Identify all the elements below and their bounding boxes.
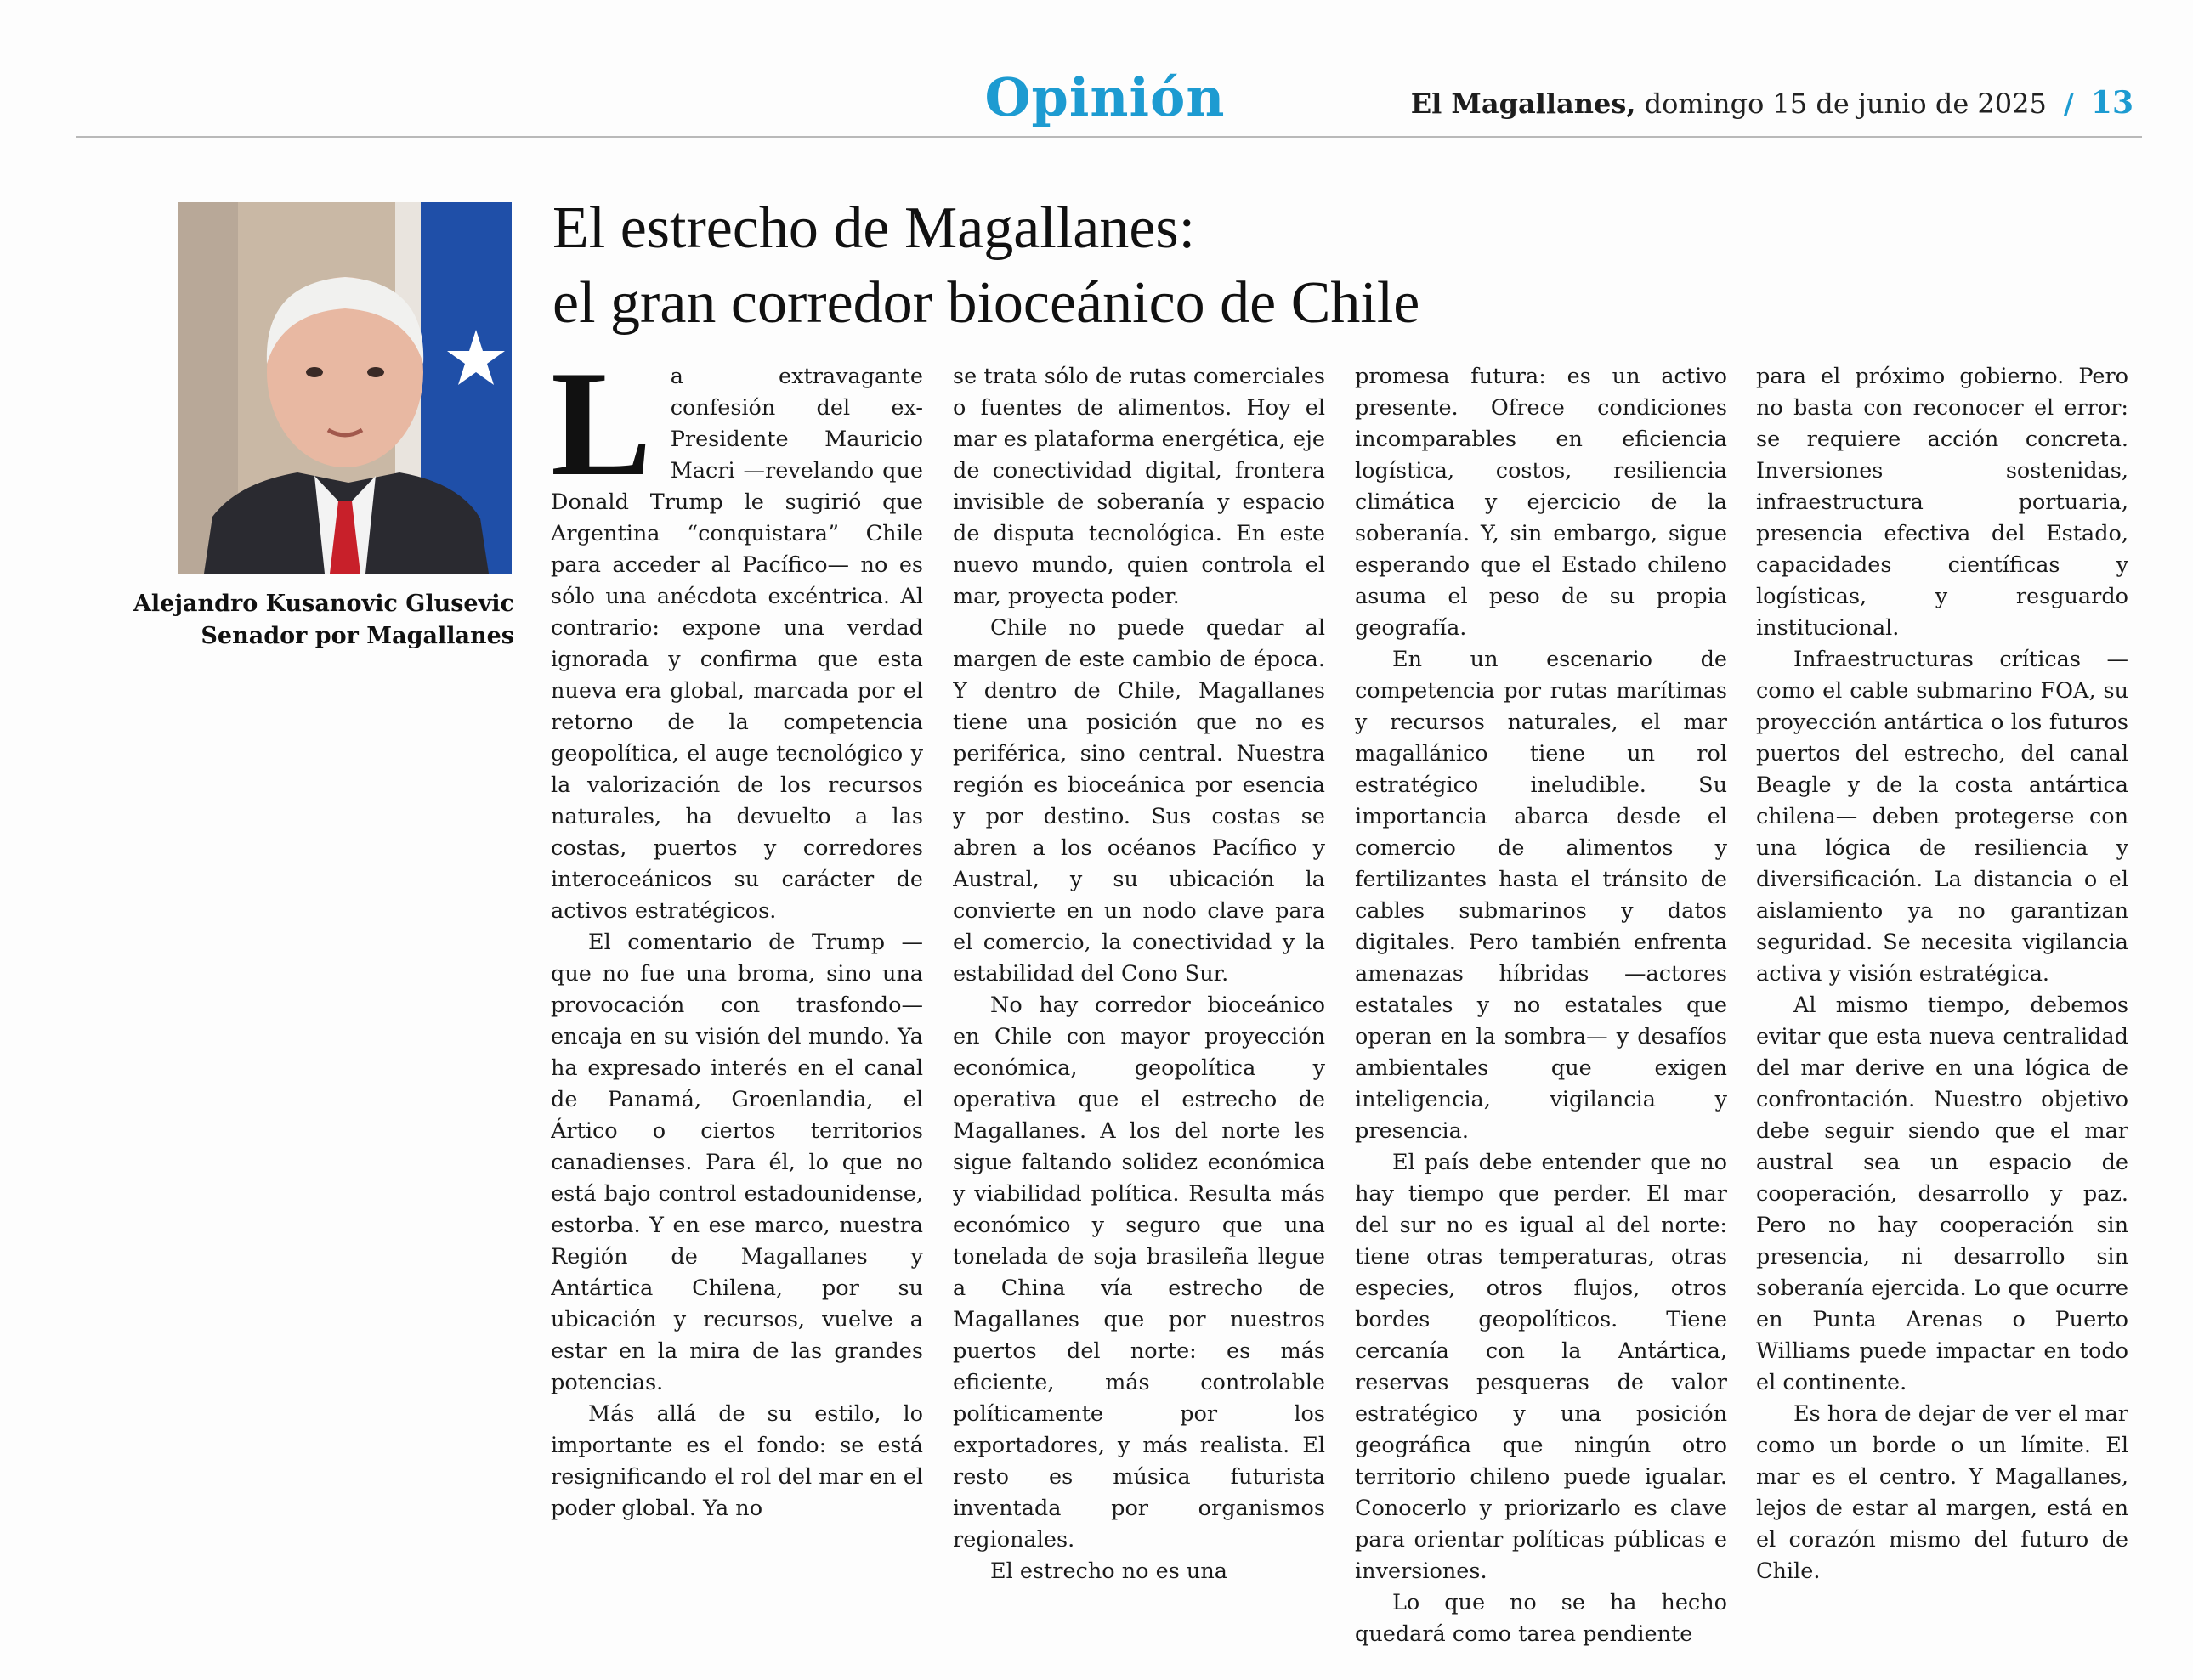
paragraph: No hay corredor bioceánico en Chile con mayor proyección económica, geopolítica y operativa que el estrecho de Magallanes. A los del norte les sigue faltando solidez económica y viabilidad política. Resulta más económico y seguro que una tonelada de soja brasileña llegue a China vía estrecho de Magallanes que por nuestros puertos del norte: es más eficiente, más controlable políticamente por los exportadores, y más realista. El resto es música futurista inventada por organismos regionales.: [953, 993, 1325, 1553]
page-number: 13: [2090, 85, 2134, 121]
section-title: Opinión: [984, 66, 1226, 128]
paragraph: Más allá de su estilo, lo importante es el fondo: se está resignificando el rol del mar en el poder global. Ya no: [551, 1401, 923, 1521]
paragraph: [551, 361, 923, 927]
publication-date: domingo 15 de junio de 2025: [1644, 88, 2047, 120]
author-byline: [102, 588, 514, 653]
article-headline: [552, 191, 2125, 341]
article-column-2: [953, 361, 1325, 1653]
article-column-3: [1355, 361, 1727, 1653]
paragraph: Infraestructuras críticas —como el cable submarino FOA, su proyección antártica o los futuros puertos del estrecho, del canal Beagle y de la costa antártica chilena— deben protegerse con una lógica de resiliencia y diversificación. La distancia o el aislamiento ya no garantizan seguridad. Se necesita vigilancia activa y visión estratégica.: [1756, 647, 2128, 987]
author-role: Senador por Magallanes: [201, 623, 514, 649]
masthead: [1411, 85, 2134, 121]
newspaper-name: El Magallanes,: [1410, 88, 1636, 120]
paragraph: Al mismo tiempo, debemos evitar que esta nueva centralidad del mar derive en una lógica de confrontación. Nuestro objetivo debe seguir siendo que el mar austral sea un espacio de cooperación, desarrollo y paz. Pero no hay cooperación sin presencia, ni desarrollo sin soberanía ejercida. Lo que ocurre en Punta Arenas o Puerto Williams puede impactar en todo el continente.: [1756, 993, 2128, 1395]
drop-cap: L: [551, 361, 652, 507]
paragraph-text: a extravagante confesión del ex-Presidente Mauricio Macri —revelando que Donald Trump le sugirió que Argentina “conquistara” Chile para acceder al Pacífico— no es sólo una anécdota excéntrica. Al contrario: expone una verdad ignorada y confirma que esta nueva era global, marcada por el retorno de la competencia geopolítica, el auge tecnológico y la valorización de los recursos naturales, ha devuelto a las costas, puertos y corredores interoceánicos su carácter de activos estratégicos.: [551, 364, 923, 924]
article-column-4: [1756, 361, 2128, 1653]
paragraph: En un escenario de competencia por rutas marítimas y recursos naturales, el mar magallánico tiene un rol estratégico ineludible. Su importancia abarca desde el comercio de alimentos y fertilizantes hasta el tránsito de cables submarinos y datos digitales. Pero también enfrenta amenazas híbridas —actores estatales y no estatales que operan en la sombra— y desafíos ambientales que exigen inteligencia, vigilancia y presencia.: [1355, 647, 1727, 1144]
paragraph: El comentario de Trump —que no fue una broma, sino una provocación con trasfondo— encaja en su visión del mundo. Ya ha expresado interés en el canal de Panamá, Groenlandia, el Ártico o ciertos territorios canadienses. Para él, lo que no está bajo control estadounidense, estorba. Y en ese marco, nuestra Región de Magallanes y Antártica Chilena, por su ubicación y recursos, vuelve a estar en la mira de las grandes potencias.: [551, 930, 923, 1395]
paragraph: promesa futura: es un activo presente. Ofrece condiciones incomparables en eficiencia logística, costos, resiliencia climática y ejercicio de la soberanía. Y, sin embargo, sigue esperando que el Estado chileno asuma el peso de su propia geografía.: [1355, 364, 1727, 641]
paragraph: Es hora de dejar de ver el mar como un borde o un límite. El mar es el centro. Y Magallanes, lejos de estar al margen, está en el corazón mismo del futuro de Chile.: [1756, 1401, 2128, 1584]
paragraph: El país debe entender que no hay tiempo que perder. El mar del sur no es igual al del norte: tiene otras temperaturas, otras especies, otros flujos, otros bordes geopolíticos. Tiene cercanía con la Antártica, reservas pesqueras de valor estratégico y una posición geográfica que ningún otro territorio chileno puede igualar. Conocerlo y priorizarlo es clave para orientar políticas públicas e inversiones.: [1355, 1150, 1727, 1584]
paragraph: se trata sólo de rutas comerciales o fuentes de alimentos. Hoy el mar es plataforma energética, eje de conectividad digital, frontera invisible de soberanía y espacio de disputa tecnológica. En este nuevo mundo, quien controla el mar, proyecta poder.: [953, 364, 1325, 609]
paragraph: para el próximo gobierno. Pero no basta con reconocer el error: se requiere acción concreta. Inversiones sostenidas, infraestructura portuaria, presencia efectiva del Estado, capacidades científicas y logísticas, y resguardo institucional.: [1756, 364, 2128, 641]
paragraph: El estrecho no es una: [990, 1558, 1227, 1584]
author-photo: [178, 202, 512, 574]
author-name: Alejandro Kusanovic Glusevic: [133, 591, 514, 617]
headline-line-2: el gran corredor bioceánico de Chile: [552, 270, 1420, 336]
header-rule: [76, 136, 2142, 138]
paragraph: Lo que no se ha hecho quedará como tarea pendiente: [1355, 1590, 1727, 1647]
masthead-separator: /: [2064, 88, 2074, 120]
headline-line-1: El estrecho de Magallanes:: [552, 195, 1196, 261]
article-column-1: [551, 361, 923, 1653]
paragraph: Chile no puede quedar al margen de este cambio de época. Y dentro de Chile, Magallanes tiene una posición que no es periférica, sino central. Nuestra región es bioceánica por esencia y por destino. Sus costas se abren a los océanos Pacífico y Austral, y su ubicación la convierte en un nodo clave para el comercio, la conectividad y la estabilidad del Cono Sur.: [953, 615, 1325, 987]
